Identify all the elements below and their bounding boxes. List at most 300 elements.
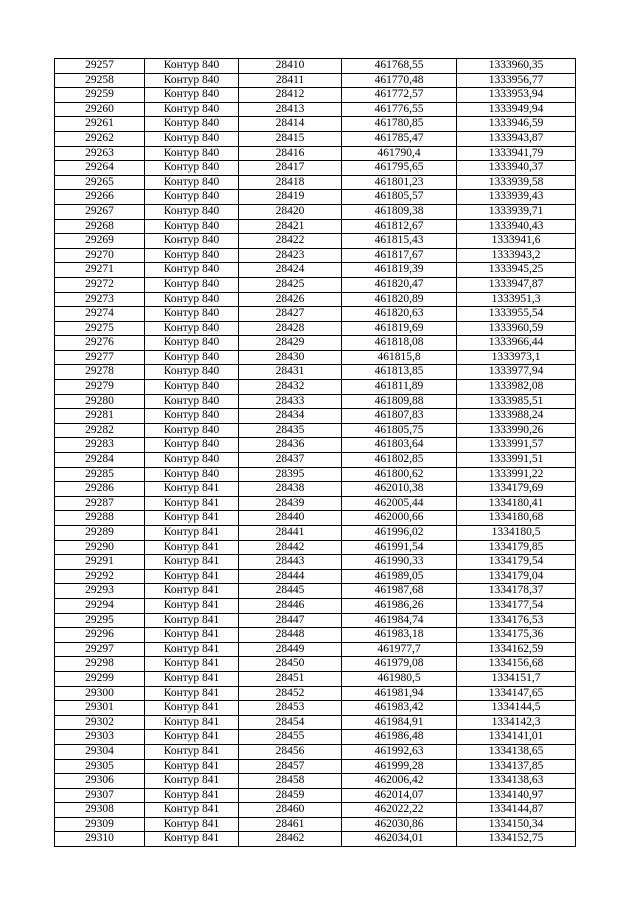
- x-coordinate-cell: 462005,44: [342, 496, 457, 511]
- point-number-cell: 28436: [239, 438, 342, 453]
- point-number-cell: 28413: [239, 102, 342, 117]
- x-coordinate-cell: 461820,47: [342, 277, 457, 292]
- row-number-cell: 29309: [55, 817, 145, 832]
- table-row: [55, 453, 576, 468]
- table-row: [55, 423, 576, 438]
- row-number-cell: 29303: [55, 730, 145, 745]
- x-coordinate-cell: 461979,08: [342, 657, 457, 672]
- contour-name-cell: Контур 841: [145, 730, 239, 745]
- contour-name-cell: Контур 841: [145, 526, 239, 541]
- table-row: [55, 832, 576, 847]
- y-coordinate-cell: 1334179,04: [457, 569, 576, 584]
- y-coordinate-cell: 1334156,68: [457, 657, 576, 672]
- contour-name-cell: Контур 840: [145, 380, 239, 395]
- x-coordinate-cell: 461815,43: [342, 234, 457, 249]
- table-row: [55, 88, 576, 103]
- row-number-cell: 29281: [55, 409, 145, 424]
- point-number-cell: 28414: [239, 117, 342, 132]
- contour-name-cell: Контур 840: [145, 423, 239, 438]
- y-coordinate-cell: 1334147,65: [457, 686, 576, 701]
- point-number-cell: 28395: [239, 467, 342, 482]
- x-coordinate-cell: 461768,55: [342, 59, 457, 74]
- table-row: [55, 584, 576, 599]
- x-coordinate-cell: 461980,5: [342, 671, 457, 686]
- point-number-cell: 28449: [239, 642, 342, 657]
- x-coordinate-cell: 461795,65: [342, 161, 457, 176]
- point-number-cell: 28446: [239, 598, 342, 613]
- point-number-cell: 28432: [239, 380, 342, 395]
- contour-name-cell: Контур 840: [145, 307, 239, 322]
- point-number-cell: 28453: [239, 701, 342, 716]
- point-number-cell: 28447: [239, 613, 342, 628]
- row-number-cell: 29257: [55, 59, 145, 74]
- table-row: [55, 277, 576, 292]
- row-number-cell: 29310: [55, 832, 145, 847]
- y-coordinate-cell: 1334180,5: [457, 526, 576, 541]
- y-coordinate-cell: 1334180,41: [457, 496, 576, 511]
- table-row: [55, 350, 576, 365]
- table-row: [55, 540, 576, 555]
- table-row: [55, 759, 576, 774]
- row-number-cell: 29259: [55, 88, 145, 103]
- table-row: [55, 730, 576, 745]
- row-number-cell: 29260: [55, 102, 145, 117]
- point-number-cell: 28422: [239, 234, 342, 249]
- y-coordinate-cell: 1333939,58: [457, 175, 576, 190]
- point-number-cell: 28427: [239, 307, 342, 322]
- table-row: [55, 365, 576, 380]
- y-coordinate-cell: 1333960,59: [457, 321, 576, 336]
- x-coordinate-cell: 461785,47: [342, 131, 457, 146]
- contour-name-cell: Контур 840: [145, 409, 239, 424]
- point-number-cell: 28445: [239, 584, 342, 599]
- x-coordinate-cell: 461818,08: [342, 336, 457, 351]
- point-number-cell: 28418: [239, 175, 342, 190]
- contour-name-cell: Контур 840: [145, 438, 239, 453]
- point-number-cell: 28421: [239, 219, 342, 234]
- point-number-cell: 28412: [239, 88, 342, 103]
- x-coordinate-cell: 462010,38: [342, 482, 457, 497]
- contour-name-cell: Контур 840: [145, 131, 239, 146]
- coordinates-table-body: [55, 59, 576, 847]
- table-row: [55, 467, 576, 482]
- y-coordinate-cell: 1334175,36: [457, 628, 576, 643]
- point-number-cell: 28428: [239, 321, 342, 336]
- point-number-cell: 28438: [239, 482, 342, 497]
- row-number-cell: 29261: [55, 117, 145, 132]
- table-row: [55, 496, 576, 511]
- point-number-cell: 28434: [239, 409, 342, 424]
- row-number-cell: 29307: [55, 788, 145, 803]
- row-number-cell: 29305: [55, 759, 145, 774]
- point-number-cell: 28429: [239, 336, 342, 351]
- contour-name-cell: Контур 841: [145, 642, 239, 657]
- point-number-cell: 28437: [239, 453, 342, 468]
- contour-name-cell: Контур 841: [145, 657, 239, 672]
- table-row: [55, 263, 576, 278]
- point-number-cell: 28460: [239, 803, 342, 818]
- y-coordinate-cell: 1334138,65: [457, 744, 576, 759]
- row-number-cell: 29278: [55, 365, 145, 380]
- row-number-cell: 29289: [55, 526, 145, 541]
- contour-name-cell: Контур 840: [145, 467, 239, 482]
- x-coordinate-cell: 461776,55: [342, 102, 457, 117]
- document-page: [54, 58, 575, 847]
- x-coordinate-cell: 461801,23: [342, 175, 457, 190]
- point-number-cell: 28443: [239, 555, 342, 570]
- point-number-cell: 28420: [239, 204, 342, 219]
- row-number-cell: 29279: [55, 380, 145, 395]
- y-coordinate-cell: 1333949,94: [457, 102, 576, 117]
- point-number-cell: 28439: [239, 496, 342, 511]
- contour-name-cell: Контур 841: [145, 759, 239, 774]
- contour-name-cell: Контур 841: [145, 555, 239, 570]
- y-coordinate-cell: 1333941,79: [457, 146, 576, 161]
- row-number-cell: 29277: [55, 350, 145, 365]
- y-coordinate-cell: 1333953,94: [457, 88, 576, 103]
- y-coordinate-cell: 1333991,51: [457, 453, 576, 468]
- x-coordinate-cell: 461811,89: [342, 380, 457, 395]
- x-coordinate-cell: 461992,63: [342, 744, 457, 759]
- x-coordinate-cell: 461800,62: [342, 467, 457, 482]
- x-coordinate-cell: 461983,42: [342, 701, 457, 716]
- table-row: [55, 131, 576, 146]
- point-number-cell: 28419: [239, 190, 342, 205]
- point-number-cell: 28433: [239, 394, 342, 409]
- row-number-cell: 29297: [55, 642, 145, 657]
- row-number-cell: 29288: [55, 511, 145, 526]
- point-number-cell: 28415: [239, 131, 342, 146]
- point-number-cell: 28457: [239, 759, 342, 774]
- contour-name-cell: Контур 840: [145, 204, 239, 219]
- point-number-cell: 28459: [239, 788, 342, 803]
- contour-name-cell: Контур 840: [145, 321, 239, 336]
- row-number-cell: 29264: [55, 161, 145, 176]
- table-row: [55, 175, 576, 190]
- row-number-cell: 29287: [55, 496, 145, 511]
- point-number-cell: 28410: [239, 59, 342, 74]
- x-coordinate-cell: 461805,75: [342, 423, 457, 438]
- point-number-cell: 28440: [239, 511, 342, 526]
- table-row: [55, 701, 576, 716]
- row-number-cell: 29267: [55, 204, 145, 219]
- row-number-cell: 29283: [55, 438, 145, 453]
- row-number-cell: 29300: [55, 686, 145, 701]
- row-number-cell: 29273: [55, 292, 145, 307]
- row-number-cell: 29282: [55, 423, 145, 438]
- table-row: [55, 234, 576, 249]
- contour-name-cell: Контур 841: [145, 715, 239, 730]
- contour-name-cell: Контур 840: [145, 117, 239, 132]
- point-number-cell: 28423: [239, 248, 342, 263]
- table-row: [55, 686, 576, 701]
- contour-name-cell: Контур 841: [145, 613, 239, 628]
- table-row: [55, 788, 576, 803]
- contour-name-cell: Контур 840: [145, 161, 239, 176]
- x-coordinate-cell: 462014,07: [342, 788, 457, 803]
- table-row: [55, 102, 576, 117]
- x-coordinate-cell: 461819,39: [342, 263, 457, 278]
- table-row: [55, 628, 576, 643]
- table-row: [55, 307, 576, 322]
- y-coordinate-cell: 1333939,43: [457, 190, 576, 205]
- x-coordinate-cell: 462006,42: [342, 774, 457, 789]
- row-number-cell: 29291: [55, 555, 145, 570]
- contour-name-cell: Контур 840: [145, 102, 239, 117]
- x-coordinate-cell: 461802,85: [342, 453, 457, 468]
- row-number-cell: 29294: [55, 598, 145, 613]
- y-coordinate-cell: 1334179,69: [457, 482, 576, 497]
- contour-name-cell: Контур 840: [145, 292, 239, 307]
- point-number-cell: 28454: [239, 715, 342, 730]
- row-number-cell: 29272: [55, 277, 145, 292]
- y-coordinate-cell: 1333940,37: [457, 161, 576, 176]
- row-number-cell: 29301: [55, 701, 145, 716]
- x-coordinate-cell: 461996,02: [342, 526, 457, 541]
- x-coordinate-cell: 461986,26: [342, 598, 457, 613]
- x-coordinate-cell: 462034,01: [342, 832, 457, 847]
- contour-name-cell: Контур 841: [145, 788, 239, 803]
- table-row: [55, 59, 576, 74]
- point-number-cell: 28451: [239, 671, 342, 686]
- row-number-cell: 29269: [55, 234, 145, 249]
- table-row: [55, 336, 576, 351]
- contour-name-cell: Контур 840: [145, 453, 239, 468]
- y-coordinate-cell: 1334150,34: [457, 817, 576, 832]
- y-coordinate-cell: 1333943,87: [457, 131, 576, 146]
- y-coordinate-cell: 1334138,63: [457, 774, 576, 789]
- x-coordinate-cell: 461987,68: [342, 584, 457, 599]
- x-coordinate-cell: 461805,57: [342, 190, 457, 205]
- point-number-cell: 28461: [239, 817, 342, 832]
- x-coordinate-cell: 461990,33: [342, 555, 457, 570]
- x-coordinate-cell: 461986,48: [342, 730, 457, 745]
- x-coordinate-cell: 461991,54: [342, 540, 457, 555]
- contour-name-cell: Контур 840: [145, 88, 239, 103]
- y-coordinate-cell: 1333941,6: [457, 234, 576, 249]
- contour-name-cell: Контур 841: [145, 598, 239, 613]
- row-number-cell: 29276: [55, 336, 145, 351]
- point-number-cell: 28435: [239, 423, 342, 438]
- y-coordinate-cell: 1334176,53: [457, 613, 576, 628]
- table-row: [55, 409, 576, 424]
- y-coordinate-cell: 1333988,24: [457, 409, 576, 424]
- row-number-cell: 29299: [55, 671, 145, 686]
- table-row: [55, 555, 576, 570]
- x-coordinate-cell: 461803,64: [342, 438, 457, 453]
- x-coordinate-cell: 461820,89: [342, 292, 457, 307]
- table-row: [55, 642, 576, 657]
- contour-name-cell: Контур 841: [145, 803, 239, 818]
- table-row: [55, 657, 576, 672]
- y-coordinate-cell: 1334144,5: [457, 701, 576, 716]
- point-number-cell: 28426: [239, 292, 342, 307]
- contour-name-cell: Контур 840: [145, 234, 239, 249]
- contour-name-cell: Контур 840: [145, 175, 239, 190]
- x-coordinate-cell: 461813,85: [342, 365, 457, 380]
- row-number-cell: 29296: [55, 628, 145, 643]
- contour-name-cell: Контур 841: [145, 569, 239, 584]
- x-coordinate-cell: 461780,85: [342, 117, 457, 132]
- point-number-cell: 28417: [239, 161, 342, 176]
- contour-name-cell: Контур 841: [145, 774, 239, 789]
- y-coordinate-cell: 1333956,77: [457, 73, 576, 88]
- x-coordinate-cell: 462000,66: [342, 511, 457, 526]
- row-number-cell: 29274: [55, 307, 145, 322]
- table-row: [55, 817, 576, 832]
- contour-name-cell: Контур 841: [145, 686, 239, 701]
- contour-name-cell: Контур 840: [145, 277, 239, 292]
- y-coordinate-cell: 1334179,85: [457, 540, 576, 555]
- table-row: [55, 248, 576, 263]
- row-number-cell: 29268: [55, 219, 145, 234]
- table-row: [55, 292, 576, 307]
- table-row: [55, 526, 576, 541]
- y-coordinate-cell: 1334141,01: [457, 730, 576, 745]
- table-row: [55, 598, 576, 613]
- x-coordinate-cell: 461770,48: [342, 73, 457, 88]
- row-number-cell: 29262: [55, 131, 145, 146]
- contour-name-cell: Контур 841: [145, 540, 239, 555]
- table-row: [55, 161, 576, 176]
- point-number-cell: 28424: [239, 263, 342, 278]
- table-row: [55, 511, 576, 526]
- contour-name-cell: Контур 841: [145, 482, 239, 497]
- y-coordinate-cell: 1333940,43: [457, 219, 576, 234]
- contour-name-cell: Контур 841: [145, 832, 239, 847]
- row-number-cell: 29258: [55, 73, 145, 88]
- table-row: [55, 438, 576, 453]
- row-number-cell: 29293: [55, 584, 145, 599]
- point-number-cell: 28444: [239, 569, 342, 584]
- row-number-cell: 29304: [55, 744, 145, 759]
- y-coordinate-cell: 1334180,68: [457, 511, 576, 526]
- table-row: [55, 394, 576, 409]
- point-number-cell: 28450: [239, 657, 342, 672]
- table-row: [55, 715, 576, 730]
- contour-name-cell: Контур 841: [145, 817, 239, 832]
- y-coordinate-cell: 1333991,22: [457, 467, 576, 482]
- y-coordinate-cell: 1334178,37: [457, 584, 576, 599]
- table-row: [55, 613, 576, 628]
- point-number-cell: 28431: [239, 365, 342, 380]
- point-number-cell: 28455: [239, 730, 342, 745]
- point-number-cell: 28462: [239, 832, 342, 847]
- y-coordinate-cell: 1333966,44: [457, 336, 576, 351]
- table-row: [55, 774, 576, 789]
- table-row: [55, 219, 576, 234]
- y-coordinate-cell: 1333945,25: [457, 263, 576, 278]
- y-coordinate-cell: 1334179,54: [457, 555, 576, 570]
- row-number-cell: 29280: [55, 394, 145, 409]
- x-coordinate-cell: 461772,57: [342, 88, 457, 103]
- y-coordinate-cell: 1333982,08: [457, 380, 576, 395]
- table-row: [55, 380, 576, 395]
- x-coordinate-cell: 461977,7: [342, 642, 457, 657]
- contour-name-cell: Контур 841: [145, 628, 239, 643]
- x-coordinate-cell: 461820,63: [342, 307, 457, 322]
- table-row: [55, 321, 576, 336]
- x-coordinate-cell: 461817,67: [342, 248, 457, 263]
- contour-name-cell: Контур 840: [145, 248, 239, 263]
- contour-name-cell: Контур 840: [145, 190, 239, 205]
- table-row: [55, 803, 576, 818]
- contour-name-cell: Контур 841: [145, 744, 239, 759]
- contour-name-cell: Контур 840: [145, 365, 239, 380]
- row-number-cell: 29263: [55, 146, 145, 161]
- x-coordinate-cell: 461807,83: [342, 409, 457, 424]
- x-coordinate-cell: 461815,8: [342, 350, 457, 365]
- contour-name-cell: Контур 840: [145, 263, 239, 278]
- row-number-cell: 29285: [55, 467, 145, 482]
- table-row: [55, 73, 576, 88]
- y-coordinate-cell: 1334162,59: [457, 642, 576, 657]
- contour-name-cell: Контур 840: [145, 59, 239, 74]
- point-number-cell: 28452: [239, 686, 342, 701]
- contour-name-cell: Контур 840: [145, 146, 239, 161]
- y-coordinate-cell: 1333991,57: [457, 438, 576, 453]
- y-coordinate-cell: 1334142,3: [457, 715, 576, 730]
- point-number-cell: 28458: [239, 774, 342, 789]
- row-number-cell: 29271: [55, 263, 145, 278]
- x-coordinate-cell: 461981,94: [342, 686, 457, 701]
- x-coordinate-cell: 461984,91: [342, 715, 457, 730]
- y-coordinate-cell: 1333951,3: [457, 292, 576, 307]
- point-number-cell: 28425: [239, 277, 342, 292]
- point-number-cell: 28442: [239, 540, 342, 555]
- table-row: [55, 569, 576, 584]
- table-row: [55, 482, 576, 497]
- y-coordinate-cell: 1334177,54: [457, 598, 576, 613]
- row-number-cell: 29286: [55, 482, 145, 497]
- row-number-cell: 29302: [55, 715, 145, 730]
- contour-name-cell: Контур 841: [145, 511, 239, 526]
- table-row: [55, 117, 576, 132]
- row-number-cell: 29292: [55, 569, 145, 584]
- row-number-cell: 29308: [55, 803, 145, 818]
- y-coordinate-cell: 1333977,94: [457, 365, 576, 380]
- row-number-cell: 29265: [55, 175, 145, 190]
- row-number-cell: 29266: [55, 190, 145, 205]
- x-coordinate-cell: 461983,18: [342, 628, 457, 643]
- row-number-cell: 29290: [55, 540, 145, 555]
- y-coordinate-cell: 1334137,85: [457, 759, 576, 774]
- y-coordinate-cell: 1333939,71: [457, 204, 576, 219]
- x-coordinate-cell: 461812,67: [342, 219, 457, 234]
- contour-name-cell: Контур 840: [145, 336, 239, 351]
- x-coordinate-cell: 461790,4: [342, 146, 457, 161]
- y-coordinate-cell: 1333985,51: [457, 394, 576, 409]
- contour-name-cell: Контур 840: [145, 73, 239, 88]
- contour-name-cell: Контур 841: [145, 701, 239, 716]
- x-coordinate-cell: 461999,28: [342, 759, 457, 774]
- x-coordinate-cell: 461809,38: [342, 204, 457, 219]
- x-coordinate-cell: 461989,05: [342, 569, 457, 584]
- row-number-cell: 29295: [55, 613, 145, 628]
- x-coordinate-cell: 461819,69: [342, 321, 457, 336]
- coordinates-table: [54, 58, 576, 847]
- y-coordinate-cell: 1333990,26: [457, 423, 576, 438]
- x-coordinate-cell: 462030,86: [342, 817, 457, 832]
- y-coordinate-cell: 1333955,54: [457, 307, 576, 322]
- row-number-cell: 29275: [55, 321, 145, 336]
- y-coordinate-cell: 1333946,59: [457, 117, 576, 132]
- y-coordinate-cell: 1334151,7: [457, 671, 576, 686]
- contour-name-cell: Контур 841: [145, 584, 239, 599]
- contour-name-cell: Контур 841: [145, 671, 239, 686]
- contour-name-cell: Контур 840: [145, 350, 239, 365]
- x-coordinate-cell: 461984,74: [342, 613, 457, 628]
